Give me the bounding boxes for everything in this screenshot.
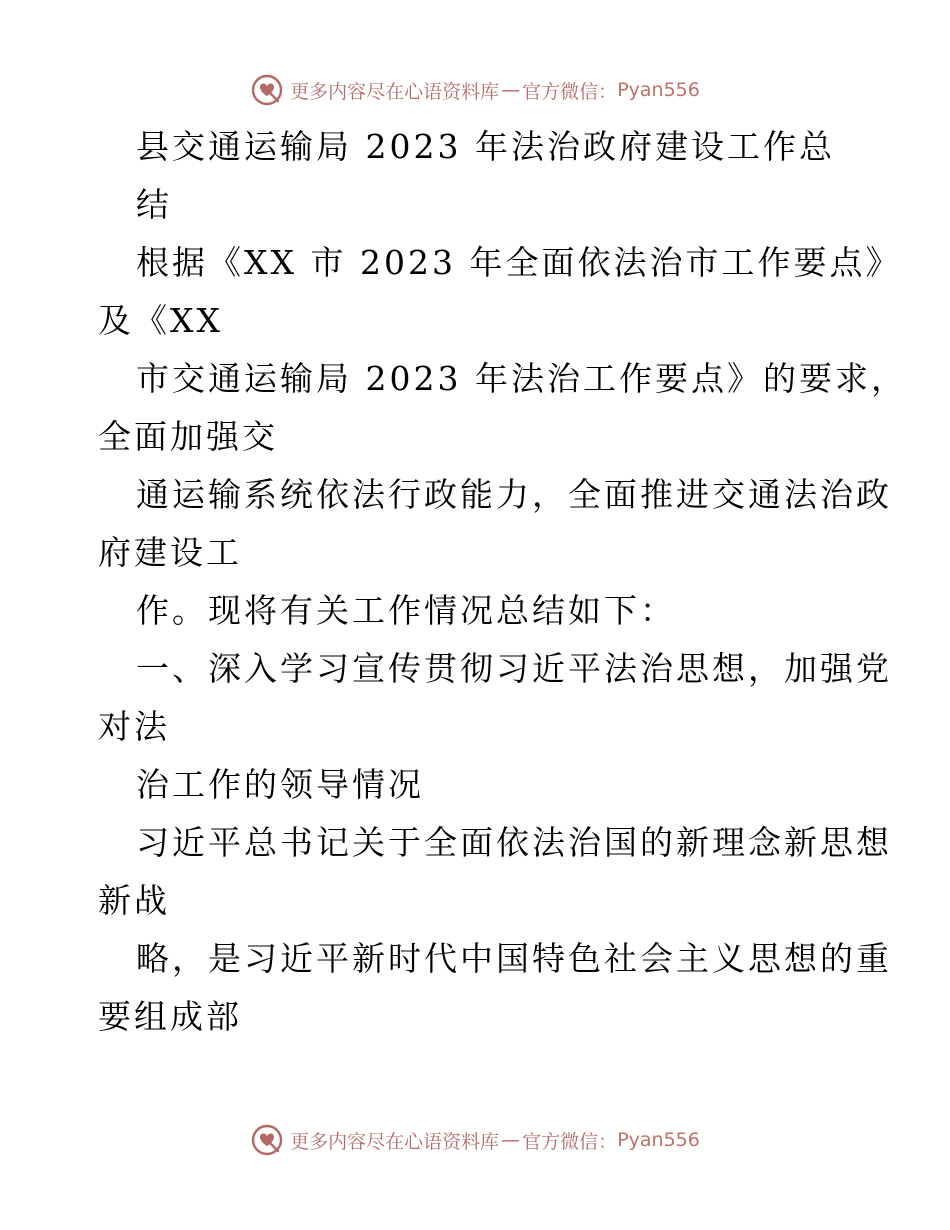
- header-watermark: [0, 72, 950, 108]
- watermark-id: Pyan556: [617, 79, 700, 101]
- paragraph-line: 略，是习近平新时代中国特色社会主义思想的重: [136, 939, 892, 978]
- paragraph-line: 府建设工: [98, 533, 242, 572]
- heart-pen-logo-icon: [250, 73, 284, 107]
- footer-watermark: [0, 1122, 950, 1158]
- paragraph-line: 全面加强交: [98, 417, 278, 456]
- watermark-id: Pyan556: [617, 1129, 700, 1151]
- watermark-text: 更多内容尽在心语资料库: [290, 1130, 500, 1153]
- title-line-2: 结: [136, 185, 172, 224]
- paragraph-line: 要组成部: [98, 997, 242, 1036]
- section-heading-line: 一、深入学习宣传贯彻习近平法治思想，加强党: [136, 649, 892, 688]
- paragraph-line: 及《XX: [98, 301, 223, 340]
- watermark-contact: 官方微信：: [522, 1130, 618, 1153]
- section-heading-line: 治工作的领导情况: [136, 765, 424, 804]
- section-heading-line: 对法: [98, 707, 170, 746]
- watermark-separator: —: [501, 1129, 521, 1151]
- paragraph-line: 习近平总书记关于全面依法治国的新理念新思想: [136, 823, 892, 862]
- document-body: [98, 118, 907, 1046]
- paragraph-line: 通运输系统依法行政能力，全面推进交通法治政: [136, 475, 892, 514]
- paragraph-line: 作。现将有关工作情况总结如下：: [136, 591, 676, 630]
- paragraph-line: 市交通运输局 2023 年法治工作要点》的要求，: [136, 359, 907, 398]
- paragraph-line: 新战: [98, 881, 170, 920]
- watermark-text: 更多内容尽在心语资料库: [290, 80, 500, 103]
- watermark-separator: —: [501, 79, 521, 101]
- watermark-contact: 官方微信：: [522, 80, 618, 103]
- paragraph-line: 根据《XX 市 2023 年全面依法治市工作要点》: [136, 243, 902, 282]
- title-line-1: 县交通运输局 2023 年法治政府建设工作总: [136, 127, 835, 166]
- heart-pen-logo-icon: [250, 1123, 284, 1157]
